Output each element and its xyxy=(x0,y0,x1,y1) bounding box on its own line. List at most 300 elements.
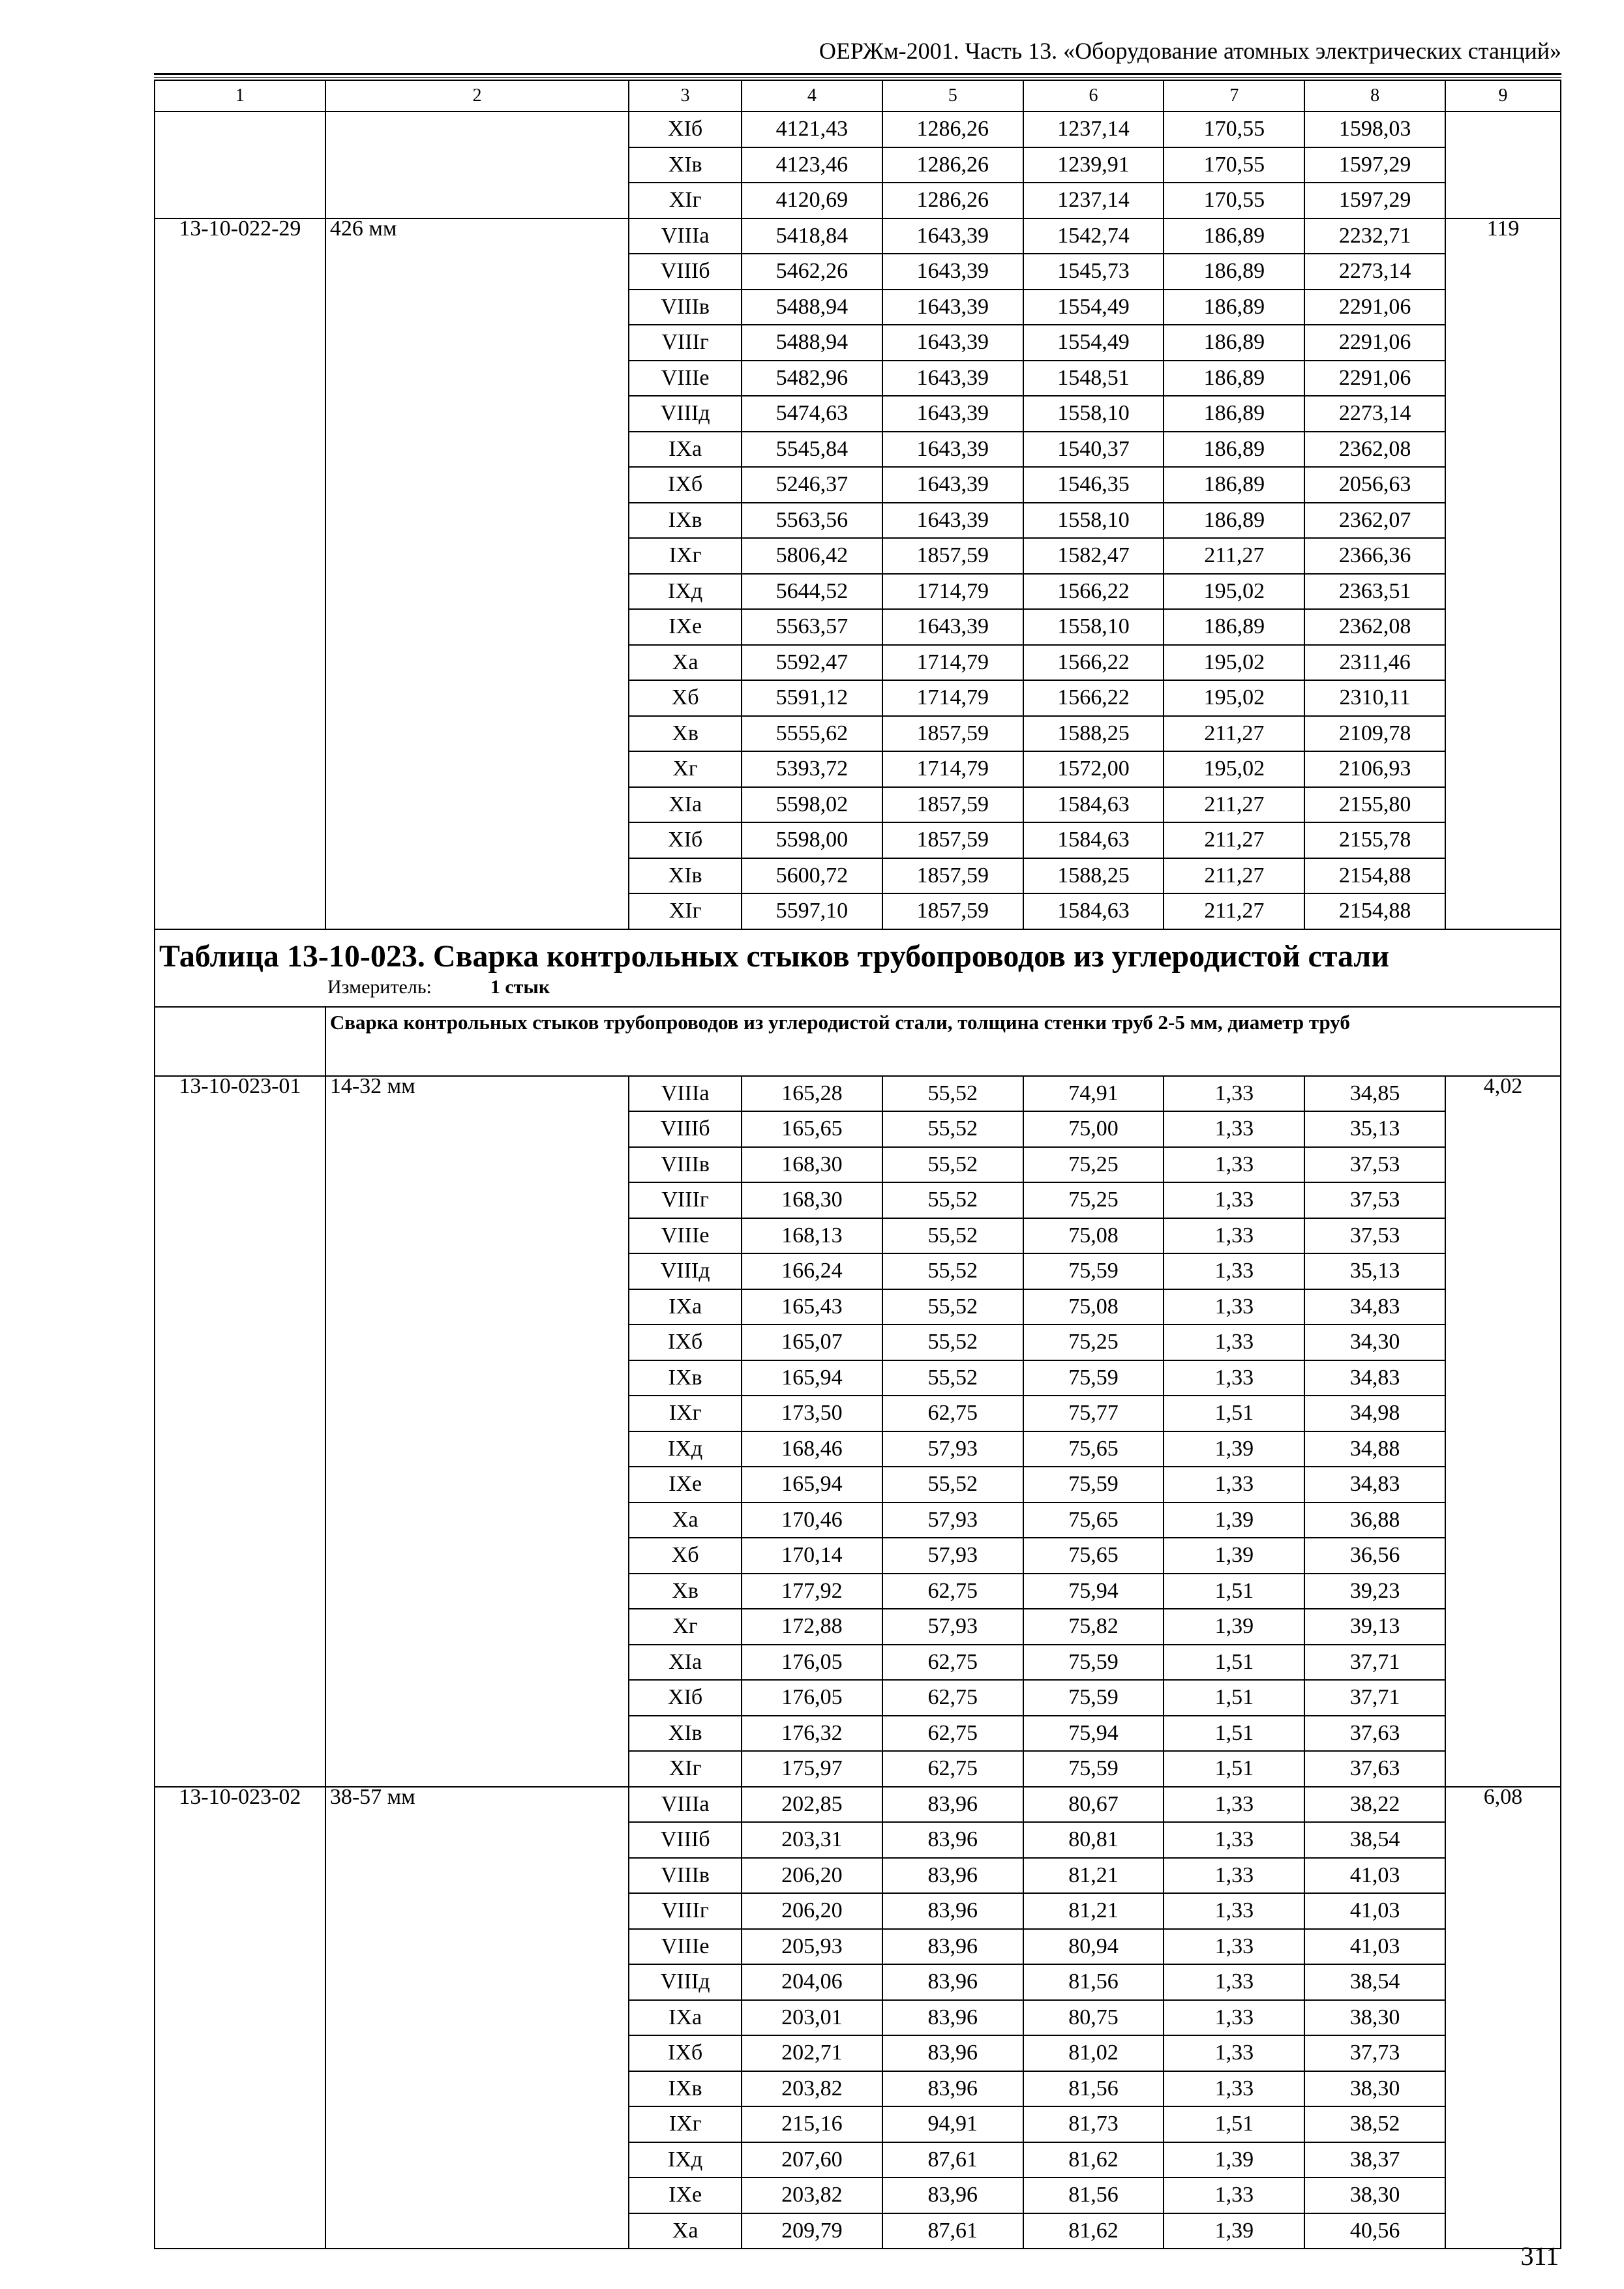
value-cell: 38,54 xyxy=(1304,1964,1445,2000)
value-cell: 2109,78 xyxy=(1304,716,1445,752)
value-cell: 75,59 xyxy=(1023,1680,1164,1716)
zone-code: XIб xyxy=(629,112,742,147)
value-cell: 5644,52 xyxy=(742,574,882,610)
zone-code: Xг xyxy=(629,1609,742,1645)
zone-code: IXг xyxy=(629,2106,742,2142)
value-cell: 176,05 xyxy=(742,1645,882,1681)
value-cell: 1,33 xyxy=(1164,1076,1304,1112)
value-cell: 209,79 xyxy=(742,2213,882,2249)
item-description: 38-57 мм xyxy=(325,1787,629,2249)
value-cell: 75,25 xyxy=(1023,1324,1164,1360)
value-cell: 2273,14 xyxy=(1304,396,1445,432)
value-cell: 2366,36 xyxy=(1304,538,1445,574)
value-cell: 186,89 xyxy=(1164,396,1304,432)
table-row xyxy=(155,112,1561,147)
zone-code: VIIIб xyxy=(629,1822,742,1858)
zone-code: IXа xyxy=(629,1289,742,1325)
value-cell: 1597,29 xyxy=(1304,183,1445,218)
value-cell: 55,52 xyxy=(882,1218,1023,1254)
value-cell: 1,33 xyxy=(1164,1111,1304,1147)
value-cell: 205,93 xyxy=(742,1929,882,1965)
column-number: 9 xyxy=(1445,80,1561,112)
value-cell: 81,62 xyxy=(1023,2142,1164,2178)
value-cell: 38,37 xyxy=(1304,2142,1445,2178)
value-cell: 57,93 xyxy=(882,1538,1023,1574)
value-cell: 37,53 xyxy=(1304,1147,1445,1183)
value-cell: 1540,37 xyxy=(1023,432,1164,468)
column-number: 5 xyxy=(882,80,1023,112)
value-cell: 81,56 xyxy=(1023,2071,1164,2107)
value-cell: 1286,26 xyxy=(882,112,1023,147)
value-cell: 5600,72 xyxy=(742,858,882,894)
value-cell: 75,77 xyxy=(1023,1396,1164,1431)
value-cell: 55,52 xyxy=(882,1111,1023,1147)
column-number: 2 xyxy=(325,80,629,112)
item-code: 13-10-023-02 xyxy=(155,1787,325,2249)
value-cell: 55,52 xyxy=(882,1253,1023,1289)
value-cell: 75,94 xyxy=(1023,1716,1164,1752)
zone-code: Xб xyxy=(629,1538,742,1574)
value-cell: 175,97 xyxy=(742,1751,882,1787)
value-cell: 2291,06 xyxy=(1304,290,1445,325)
value-cell: 40,56 xyxy=(1304,2213,1445,2249)
value-cell: 5246,37 xyxy=(742,467,882,503)
value-cell: 203,01 xyxy=(742,2000,882,2036)
zone-code: VIIIд xyxy=(629,1964,742,2000)
value-cell: 1,33 xyxy=(1164,1929,1304,1965)
zone-code: Xа xyxy=(629,1503,742,1538)
value-cell: 81,21 xyxy=(1023,1893,1164,1929)
value-cell: 34,88 xyxy=(1304,1431,1445,1467)
value-cell: 75,00 xyxy=(1023,1111,1164,1147)
value-cell: 1,33 xyxy=(1164,1289,1304,1325)
value-cell: 1,39 xyxy=(1164,1503,1304,1538)
value-cell: 2232,71 xyxy=(1304,218,1445,254)
value-cell: 55,52 xyxy=(882,1467,1023,1503)
value-cell: 2106,93 xyxy=(1304,751,1445,787)
zone-code: IXб xyxy=(629,467,742,503)
value-cell: 4123,46 xyxy=(742,147,882,183)
item-description xyxy=(325,112,629,218)
value-cell: 165,65 xyxy=(742,1111,882,1147)
value-cell: 172,88 xyxy=(742,1609,882,1645)
value-cell: 1,51 xyxy=(1164,2106,1304,2142)
zone-code: Xа xyxy=(629,2213,742,2249)
value-cell: 2155,78 xyxy=(1304,822,1445,858)
zone-code: XIв xyxy=(629,1716,742,1752)
value-cell: 83,96 xyxy=(882,2000,1023,2036)
value-cell: 2310,11 xyxy=(1304,680,1445,716)
value-cell: 80,94 xyxy=(1023,1929,1164,1965)
value-cell: 75,08 xyxy=(1023,1218,1164,1254)
value-cell: 2291,06 xyxy=(1304,361,1445,396)
value-cell: 165,94 xyxy=(742,1360,882,1396)
value-cell: 2362,07 xyxy=(1304,503,1445,539)
value-cell: 62,75 xyxy=(882,1680,1023,1716)
column-number: 7 xyxy=(1164,80,1304,112)
item-description: 426 мм xyxy=(325,218,629,929)
value-cell: 1566,22 xyxy=(1023,574,1164,610)
value-cell: 55,52 xyxy=(882,1182,1023,1218)
value-cell: 2056,63 xyxy=(1304,467,1445,503)
zone-code: IXг xyxy=(629,538,742,574)
value-cell: 1286,26 xyxy=(882,183,1023,218)
value-cell: 1,33 xyxy=(1164,1360,1304,1396)
value-cell: 5592,47 xyxy=(742,645,882,681)
column-number: 8 xyxy=(1304,80,1445,112)
value-cell: 186,89 xyxy=(1164,467,1304,503)
value-cell: 75,25 xyxy=(1023,1147,1164,1183)
value-cell: 75,59 xyxy=(1023,1645,1164,1681)
value-cell: 36,56 xyxy=(1304,1538,1445,1574)
zone-code: IXд xyxy=(629,2142,742,2178)
value-cell: 1584,63 xyxy=(1023,822,1164,858)
value-cell: 38,54 xyxy=(1304,1822,1445,1858)
zone-code: IXб xyxy=(629,1324,742,1360)
value-cell: 75,59 xyxy=(1023,1360,1164,1396)
zone-code: XIг xyxy=(629,893,742,929)
value-cell: 195,02 xyxy=(1164,751,1304,787)
value-cell: 62,75 xyxy=(882,1716,1023,1752)
column-number: 6 xyxy=(1023,80,1164,112)
value-cell: 2311,46 xyxy=(1304,645,1445,681)
col9-value: 6,08 xyxy=(1445,1787,1561,2249)
value-cell: 1,39 xyxy=(1164,2213,1304,2249)
value-cell: 38,30 xyxy=(1304,2000,1445,2036)
zone-code: IXв xyxy=(629,2071,742,2107)
value-cell: 5563,57 xyxy=(742,609,882,645)
value-cell: 75,82 xyxy=(1023,1609,1164,1645)
zone-code: XIв xyxy=(629,147,742,183)
value-cell: 74,91 xyxy=(1023,1076,1164,1112)
value-cell: 186,89 xyxy=(1164,218,1304,254)
zone-code: VIIIе xyxy=(629,1218,742,1254)
value-cell: 202,71 xyxy=(742,2035,882,2071)
zone-code: IXд xyxy=(629,574,742,610)
zone-code: XIа xyxy=(629,1645,742,1681)
value-cell: 81,21 xyxy=(1023,1858,1164,1894)
value-cell: 37,71 xyxy=(1304,1645,1445,1681)
value-cell: 39,23 xyxy=(1304,1574,1445,1609)
col9-value xyxy=(1445,112,1561,218)
zone-code: IXе xyxy=(629,1467,742,1503)
zone-code: VIIIг xyxy=(629,1893,742,1929)
value-cell: 62,75 xyxy=(882,1751,1023,1787)
value-cell: 1857,59 xyxy=(882,787,1023,823)
zone-code: VIIIв xyxy=(629,1858,742,1894)
zone-code: IXе xyxy=(629,609,742,645)
table-row xyxy=(155,218,1561,254)
value-cell: 1548,51 xyxy=(1023,361,1164,396)
value-cell: 34,83 xyxy=(1304,1360,1445,1396)
zone-code: VIIIд xyxy=(629,396,742,432)
value-cell: 1,39 xyxy=(1164,2142,1304,2178)
value-cell: 1643,39 xyxy=(882,609,1023,645)
section-row xyxy=(155,1007,1561,1076)
value-cell: 211,27 xyxy=(1164,822,1304,858)
value-cell: 168,13 xyxy=(742,1218,882,1254)
value-cell: 55,52 xyxy=(882,1147,1023,1183)
zone-code: VIIIб xyxy=(629,254,742,290)
value-cell: 1857,59 xyxy=(882,822,1023,858)
value-cell: 1598,03 xyxy=(1304,112,1445,147)
value-cell: 5418,84 xyxy=(742,218,882,254)
zone-code: VIIIв xyxy=(629,290,742,325)
value-cell: 1558,10 xyxy=(1023,396,1164,432)
value-cell: 1643,39 xyxy=(882,290,1023,325)
value-cell: 83,96 xyxy=(882,1822,1023,1858)
value-cell: 5563,56 xyxy=(742,503,882,539)
value-cell: 206,20 xyxy=(742,1893,882,1929)
value-cell: 1,33 xyxy=(1164,1182,1304,1218)
value-cell: 35,13 xyxy=(1304,1253,1445,1289)
value-cell: 5462,26 xyxy=(742,254,882,290)
measure-value: 1 стык xyxy=(490,976,550,998)
zone-code: IXб xyxy=(629,2035,742,2071)
value-cell: 170,46 xyxy=(742,1503,882,1538)
value-cell: 1857,59 xyxy=(882,538,1023,574)
value-cell: 5598,00 xyxy=(742,822,882,858)
value-cell: 1643,39 xyxy=(882,325,1023,361)
value-cell: 38,30 xyxy=(1304,2177,1445,2213)
value-cell: 5488,94 xyxy=(742,290,882,325)
value-cell: 1237,14 xyxy=(1023,183,1164,218)
value-cell: 1643,39 xyxy=(882,361,1023,396)
value-cell: 87,61 xyxy=(882,2213,1023,2249)
value-cell: 81,56 xyxy=(1023,1964,1164,2000)
value-cell: 1566,22 xyxy=(1023,680,1164,716)
value-cell: 1572,00 xyxy=(1023,751,1164,787)
table-title: Таблица 13-10-023. Сварка контрольных стыков трубопроводов из углеродистой стали xyxy=(159,938,1390,974)
value-cell: 1,51 xyxy=(1164,1680,1304,1716)
value-cell: 83,96 xyxy=(882,2035,1023,2071)
value-cell: 1,33 xyxy=(1164,2000,1304,2036)
value-cell: 203,82 xyxy=(742,2071,882,2107)
value-cell: 1597,29 xyxy=(1304,147,1445,183)
value-cell: 168,30 xyxy=(742,1147,882,1183)
value-cell: 83,96 xyxy=(882,1893,1023,1929)
running-header: ОЕРЖм-2001. Часть 13. «Оборудование атомных электрических станций» xyxy=(819,38,1561,64)
value-cell: 75,25 xyxy=(1023,1182,1164,1218)
value-cell: 1,33 xyxy=(1164,1787,1304,1823)
item-description: 14-32 мм xyxy=(325,1076,629,1787)
value-cell: 165,43 xyxy=(742,1289,882,1325)
value-cell: 170,55 xyxy=(1164,183,1304,218)
value-cell: 41,03 xyxy=(1304,1893,1445,1929)
value-cell: 1643,39 xyxy=(882,254,1023,290)
value-cell: 57,93 xyxy=(882,1503,1023,1538)
value-cell: 1,33 xyxy=(1164,2071,1304,2107)
value-cell: 83,96 xyxy=(882,1929,1023,1965)
value-cell: 1584,63 xyxy=(1023,787,1164,823)
value-cell: 1584,63 xyxy=(1023,893,1164,929)
value-cell: 195,02 xyxy=(1164,680,1304,716)
value-cell: 176,05 xyxy=(742,1680,882,1716)
value-cell: 1,33 xyxy=(1164,1324,1304,1360)
zone-code: Xв xyxy=(629,1574,742,1609)
value-cell: 1542,74 xyxy=(1023,218,1164,254)
zone-code: Xв xyxy=(629,716,742,752)
value-cell: 1,33 xyxy=(1164,1964,1304,2000)
value-cell: 75,59 xyxy=(1023,1751,1164,1787)
value-cell: 186,89 xyxy=(1164,503,1304,539)
value-cell: 83,96 xyxy=(882,1964,1023,2000)
zone-code: VIIIв xyxy=(629,1147,742,1183)
zone-code: VIIIг xyxy=(629,325,742,361)
col9-value: 119 xyxy=(1445,218,1561,929)
table-row xyxy=(155,1076,1561,1112)
value-cell: 211,27 xyxy=(1164,538,1304,574)
value-cell: 55,52 xyxy=(882,1076,1023,1112)
value-cell: 170,14 xyxy=(742,1538,882,1574)
value-cell: 211,27 xyxy=(1164,787,1304,823)
value-cell: 1,33 xyxy=(1164,1147,1304,1183)
value-cell: 1545,73 xyxy=(1023,254,1164,290)
value-cell: 57,93 xyxy=(882,1431,1023,1467)
value-cell: 168,30 xyxy=(742,1182,882,1218)
value-cell: 37,53 xyxy=(1304,1182,1445,1218)
zone-code: XIг xyxy=(629,1751,742,1787)
value-cell: 1714,79 xyxy=(882,574,1023,610)
zone-code: VIIIг xyxy=(629,1182,742,1218)
column-number: 3 xyxy=(629,80,742,112)
item-code: 13-10-023-01 xyxy=(155,1076,325,1787)
table-row xyxy=(155,1787,1561,1823)
col9-value: 4,02 xyxy=(1445,1076,1561,1787)
value-cell: 1558,10 xyxy=(1023,503,1164,539)
value-cell: 1286,26 xyxy=(882,147,1023,183)
zone-code: VIIIа xyxy=(629,1787,742,1823)
value-cell: 38,52 xyxy=(1304,2106,1445,2142)
value-cell: 35,13 xyxy=(1304,1111,1445,1147)
value-cell: 4121,43 xyxy=(742,112,882,147)
value-cell: 203,82 xyxy=(742,2177,882,2213)
value-cell: 1,33 xyxy=(1164,2035,1304,2071)
column-number-row xyxy=(155,80,1561,112)
zone-code: VIIIб xyxy=(629,1111,742,1147)
zone-code: XIб xyxy=(629,1680,742,1716)
value-cell: 1643,39 xyxy=(882,467,1023,503)
zone-code: VIIIе xyxy=(629,361,742,396)
zone-code: XIг xyxy=(629,183,742,218)
rates-table xyxy=(154,80,1561,2249)
value-cell: 62,75 xyxy=(882,1396,1023,1431)
value-cell: 166,24 xyxy=(742,1253,882,1289)
value-cell: 55,52 xyxy=(882,1324,1023,1360)
zone-code: IXг xyxy=(629,1396,742,1431)
value-cell: 80,75 xyxy=(1023,2000,1164,2036)
value-cell: 1,33 xyxy=(1164,1893,1304,1929)
value-cell: 5598,02 xyxy=(742,787,882,823)
value-cell: 168,46 xyxy=(742,1431,882,1467)
value-cell: 1,39 xyxy=(1164,1609,1304,1645)
value-cell: 186,89 xyxy=(1164,325,1304,361)
value-cell: 170,55 xyxy=(1164,112,1304,147)
value-cell: 38,30 xyxy=(1304,2071,1445,2107)
value-cell: 1,51 xyxy=(1164,1396,1304,1431)
value-cell: 1,51 xyxy=(1164,1716,1304,1752)
zone-code: IXв xyxy=(629,503,742,539)
measure-label: Измеритель: xyxy=(327,976,432,998)
value-cell: 1,51 xyxy=(1164,1645,1304,1681)
value-cell: 2155,80 xyxy=(1304,787,1445,823)
value-cell: 1714,79 xyxy=(882,680,1023,716)
header-rule-thin xyxy=(154,77,1561,78)
value-cell: 55,52 xyxy=(882,1289,1023,1325)
value-cell: 165,07 xyxy=(742,1324,882,1360)
measure-line xyxy=(155,976,1560,999)
value-cell: 1857,59 xyxy=(882,893,1023,929)
value-cell: 5806,42 xyxy=(742,538,882,574)
value-cell: 83,96 xyxy=(882,1858,1023,1894)
value-cell: 1546,35 xyxy=(1023,467,1164,503)
value-cell: 38,22 xyxy=(1304,1787,1445,1823)
value-cell: 173,50 xyxy=(742,1396,882,1431)
header-rule xyxy=(154,73,1561,75)
value-cell: 1,39 xyxy=(1164,1538,1304,1574)
zone-code: XIв xyxy=(629,858,742,894)
value-cell: 1588,25 xyxy=(1023,716,1164,752)
value-cell: 2154,88 xyxy=(1304,858,1445,894)
zone-code: IXд xyxy=(629,1431,742,1467)
value-cell: 37,71 xyxy=(1304,1680,1445,1716)
value-cell: 1566,22 xyxy=(1023,645,1164,681)
value-cell: 1643,39 xyxy=(882,503,1023,539)
value-cell: 81,73 xyxy=(1023,2106,1164,2142)
value-cell: 5545,84 xyxy=(742,432,882,468)
zone-code: Xа xyxy=(629,645,742,681)
value-cell: 211,27 xyxy=(1164,858,1304,894)
value-cell: 186,89 xyxy=(1164,290,1304,325)
value-cell: 37,53 xyxy=(1304,1218,1445,1254)
table-title-row xyxy=(155,929,1561,1007)
value-cell: 211,27 xyxy=(1164,716,1304,752)
zone-code: IXе xyxy=(629,2177,742,2213)
zone-code: IXа xyxy=(629,2000,742,2036)
value-cell: 170,55 xyxy=(1164,147,1304,183)
value-cell: 1857,59 xyxy=(882,716,1023,752)
value-cell: 5597,10 xyxy=(742,893,882,929)
value-cell: 202,85 xyxy=(742,1787,882,1823)
value-cell: 1,33 xyxy=(1164,1858,1304,1894)
value-cell: 2362,08 xyxy=(1304,432,1445,468)
value-cell: 34,30 xyxy=(1304,1324,1445,1360)
value-cell: 203,31 xyxy=(742,1822,882,1858)
value-cell: 5393,72 xyxy=(742,751,882,787)
value-cell: 1,39 xyxy=(1164,1431,1304,1467)
value-cell: 195,02 xyxy=(1164,645,1304,681)
value-cell: 186,89 xyxy=(1164,361,1304,396)
item-code xyxy=(155,112,325,218)
value-cell: 87,61 xyxy=(882,2142,1023,2178)
value-cell: 75,65 xyxy=(1023,1538,1164,1574)
value-cell: 1714,79 xyxy=(882,751,1023,787)
value-cell: 75,94 xyxy=(1023,1574,1164,1609)
value-cell: 34,98 xyxy=(1304,1396,1445,1431)
value-cell: 75,65 xyxy=(1023,1503,1164,1538)
value-cell: 211,27 xyxy=(1164,893,1304,929)
value-cell: 2154,88 xyxy=(1304,893,1445,929)
section-title: Сварка контрольных стыков трубопроводов из углеродистой стали, толщина стенки труб 2-5 мм, диаметр труб xyxy=(325,1007,1561,1076)
value-cell: 5482,96 xyxy=(742,361,882,396)
value-cell: 5488,94 xyxy=(742,325,882,361)
value-cell: 165,94 xyxy=(742,1467,882,1503)
zone-code: Xг xyxy=(629,751,742,787)
value-cell: 5555,62 xyxy=(742,716,882,752)
value-cell: 1,33 xyxy=(1164,2177,1304,2213)
value-cell: 34,85 xyxy=(1304,1076,1445,1112)
value-cell: 37,63 xyxy=(1304,1751,1445,1787)
